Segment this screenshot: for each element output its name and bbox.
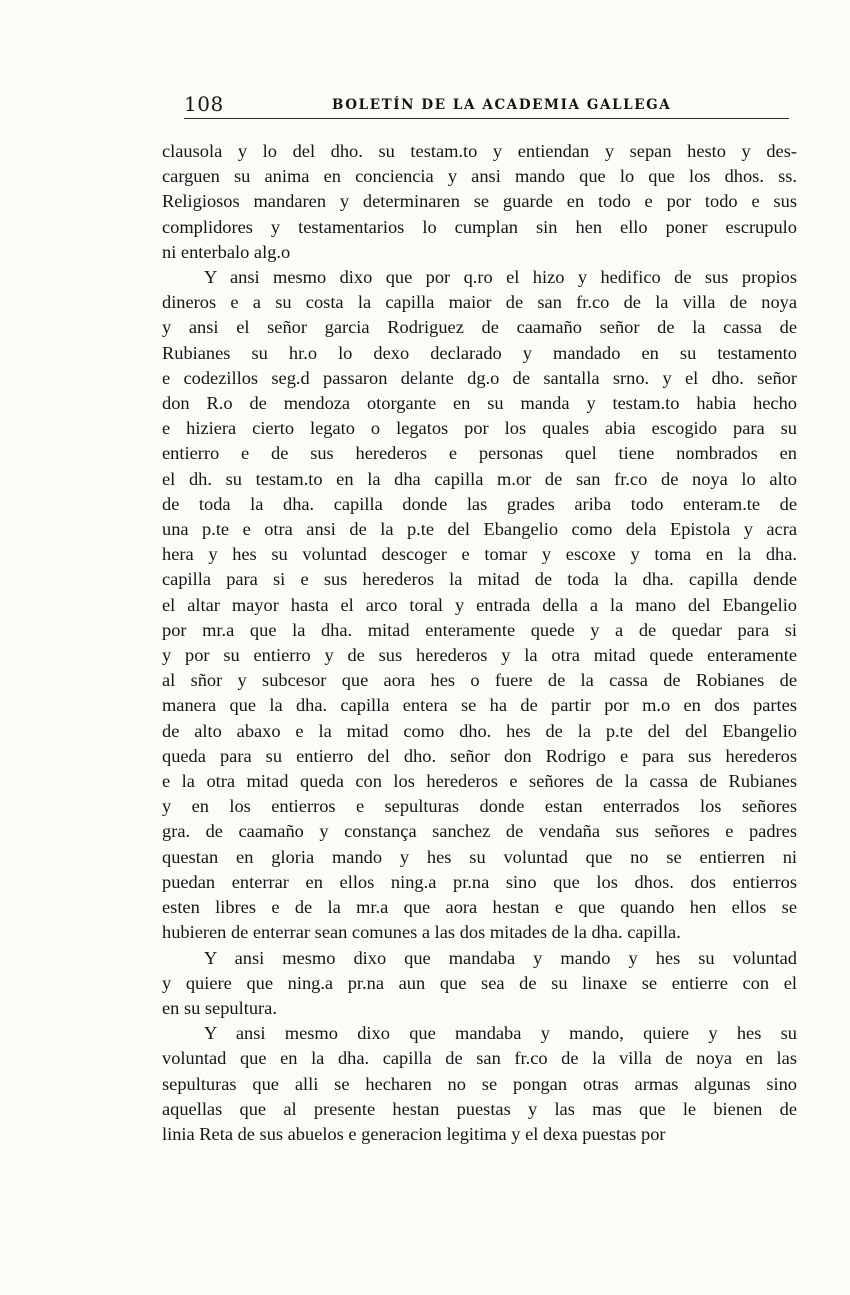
text-line: hubieren de enterrar sean comunes a las dos mitades de la dha. capilla. (162, 922, 681, 943)
text-line: entierro e de sus herederos e personas quel tiene nombrados en (162, 443, 797, 464)
text-line: una p.te e otra ansi de la p.te del Ebangelio como dela Epistola y acra (162, 519, 797, 540)
page (162, 92, 797, 1147)
text-line: queda para su entierro del dho. señor don Rodrigo e para sus herederos (162, 745, 797, 766)
text-line: Rubianes su hr.o lo dexo declarado y mandado en su testamento (162, 342, 797, 363)
text-line: de alto abaxo e la mitad como dho. hes de la p.te del del Ebangelio (162, 720, 797, 741)
text-line: el altar mayor hasta el arco toral y entrada della a la mano del Ebangelio (162, 594, 797, 615)
text-line: y en los entierros e sepulturas donde estan enterrados los señores (162, 796, 797, 817)
text-line: e la otra mitad queda con los herederos e señores de la cassa de Rubianes (162, 771, 797, 792)
text-line: capilla para si e sus herederos la mitad de toda la dha. capilla dende (162, 569, 797, 590)
paragraph (162, 265, 797, 945)
text-line: e hiziera cierto legato o legatos por los quales abia escogido para su (162, 418, 797, 439)
text-line: Y ansi mesmo dixo que mandaba y mando y hes su voluntad (204, 947, 797, 968)
text-line: ni enterbalo alg.o (162, 241, 291, 262)
text-line: y ansi el señor garcia Rodriguez de caamaño señor de la cassa de (162, 317, 797, 338)
text-line: el dh. su testam.to en la dha capilla m.or de san fr.co de noya lo alto (162, 468, 797, 489)
text-line: e codezillos seg.d passaron delante dg.o de santalla srno. y el dho. señor (162, 367, 797, 388)
text-line: dineros e a su costa la capilla maior de san fr.co de la villa de noya (162, 292, 797, 313)
text-line: gra. de caamaño y constança sanchez de vendaña sus señores e padres (162, 821, 797, 842)
text-line: Y ansi mesmo dixo que mandaba y mando, quiere y hes su (204, 1023, 797, 1044)
paragraph (162, 946, 797, 1022)
text-line: y quiere que ning.a pr.na aun que sea de su linaxe se entierre con el (162, 972, 797, 993)
text-line: Religiosos mandaren y determinaren se guarde en todo e por todo e sus (162, 191, 797, 212)
text-line: aquellas que al presente hestan puestas y las mas que le bienen de (162, 1098, 797, 1119)
text-line: questan en gloria mando y hes su voluntad que no se entierren ni (162, 846, 797, 867)
text-line: en su sepultura. (162, 997, 277, 1018)
body-text (162, 139, 797, 1147)
running-head (184, 92, 789, 119)
text-line: don R.o de mendoza otorgante en su manda y testam.to habia hecho (162, 393, 797, 414)
text-line: sepulturas que alli se hecharen no se pongan otras armas algunas sino (162, 1073, 797, 1094)
text-line: carguen su anima en conciencia y ansi mando que lo que los dhos. ss. (162, 166, 797, 187)
text-line: manera que la dha. capilla entera se ha de partir por m.o en dos partes (162, 695, 797, 716)
text-line: al sñor y subcesor que aora hes o fuere de la cassa de Robianes de (162, 670, 797, 691)
text-line: linia Reta de sus abuelos e generacion legitima y el dexa puestas por (162, 1123, 666, 1144)
text-line: esten libres e de la mr.a que aora hestan e que quando hen ellos se (162, 897, 797, 918)
text-line: Y ansi mesmo dixo que por q.ro el hizo y hedifico de sus propios (204, 267, 797, 288)
text-line: y por su entierro y de sus herederos y la otra mitad quede enteramente (162, 645, 797, 666)
paragraph (162, 1021, 797, 1147)
text-line: de toda la dha. capilla donde las grades ariba todo enteram.te de (162, 493, 797, 514)
text-line: clausola y lo del dho. su testam.to y entiendan y sepan hesto y des- (162, 141, 797, 161)
text-line: hera y hes su voluntad descoger e tomar y escoxe y toma en la dha. (162, 544, 797, 565)
text-line: puedan enterrar en ellos ning.a pr.na sino que los dhos. dos entierros (162, 871, 797, 892)
journal-title: BOLETÍN DE LA ACADEMIA GALLEGA (332, 97, 672, 113)
page-number: 108 (184, 92, 224, 116)
text-line: por mr.a que la dha. mitad enteramente quede y a de quedar para si (162, 619, 797, 640)
paragraph (162, 139, 797, 265)
text-line: voluntad que en la dha. capilla de san fr.co de la villa de noya en las (162, 1048, 797, 1069)
text-line: complidores y testamentarios lo cumplan sin hen ello poner escrupulo (162, 216, 797, 237)
